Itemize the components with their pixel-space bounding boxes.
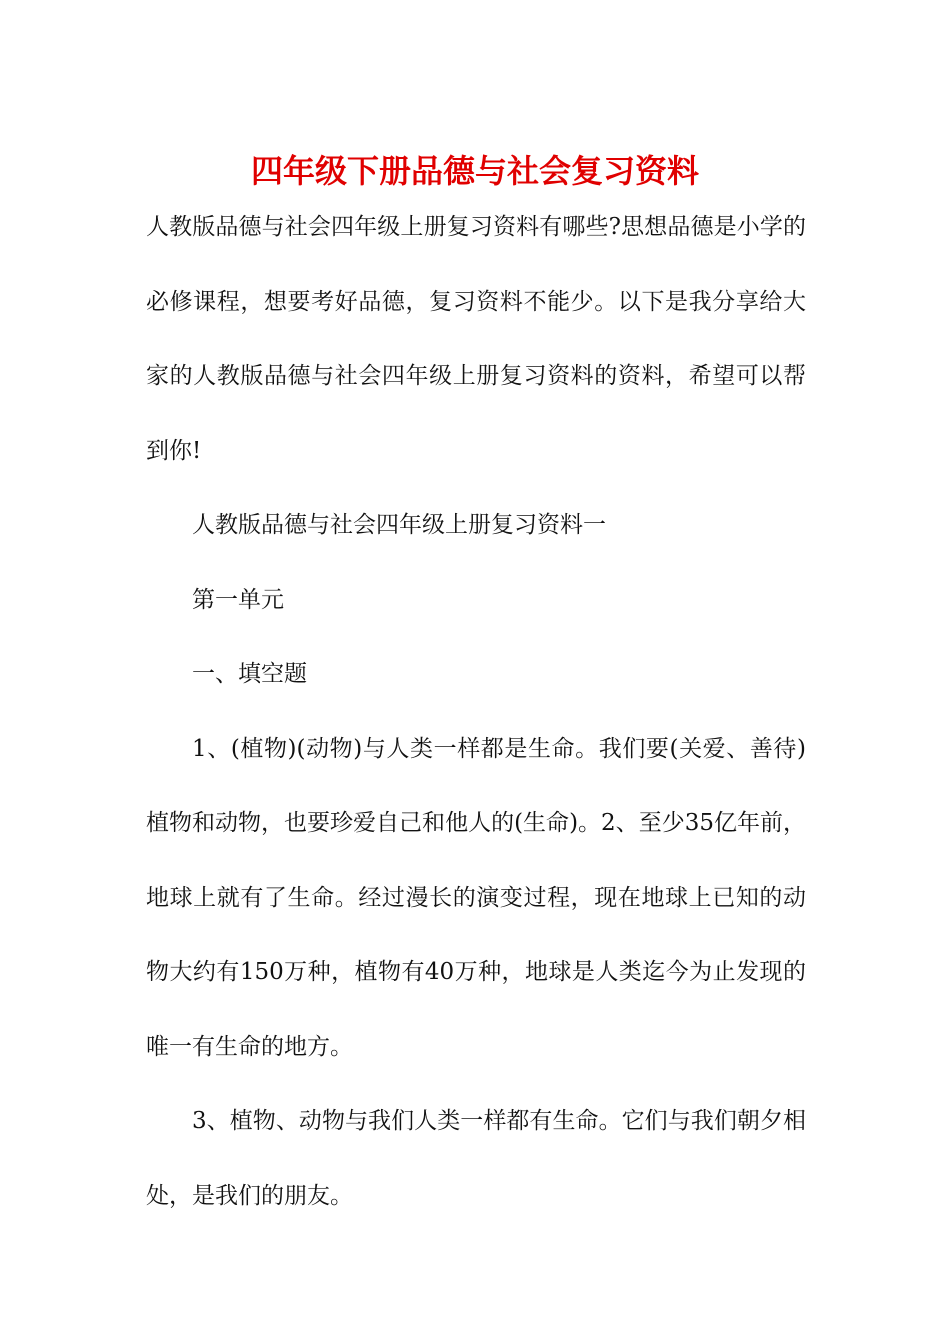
document-body: [146, 190, 806, 1233]
document-title: 四年级下册品德与社会复习资料: [250, 152, 699, 190]
question-type-heading: 一、填空题: [192, 661, 307, 687]
section-heading: 人教版品德与社会四年级上册复习资料一: [192, 512, 606, 538]
unit-heading: 第一单元: [192, 586, 284, 613]
answer-paragraph-1: 1、(植物)(动物)与人类一样都是生命。我们要(关爱、善待)植物和动物，也要珍爱自己和他人的(生命)。2、至少35亿年前，地球上就有了生命。经过漫长的演变过程，现在地球上已知的动物大约有150万种，植物有40万种，地球是人类迄今为止发现的唯一有生命的地方。: [146, 735, 806, 1060]
intro-paragraph: 人教版品德与社会四年级上册复习资料有哪些?思想品德是小学的必修课程，想要考好品德，复习资料不能少。以下是我分享给大家的人教版品德与社会四年级上册复习资料的资料，希望可以帮到你!: [146, 214, 806, 464]
answer-paragraph-3: 3、植物、动物与我们人类一样都有生命。它们与我们朝夕相处，是我们的朋友。: [146, 1108, 806, 1209]
